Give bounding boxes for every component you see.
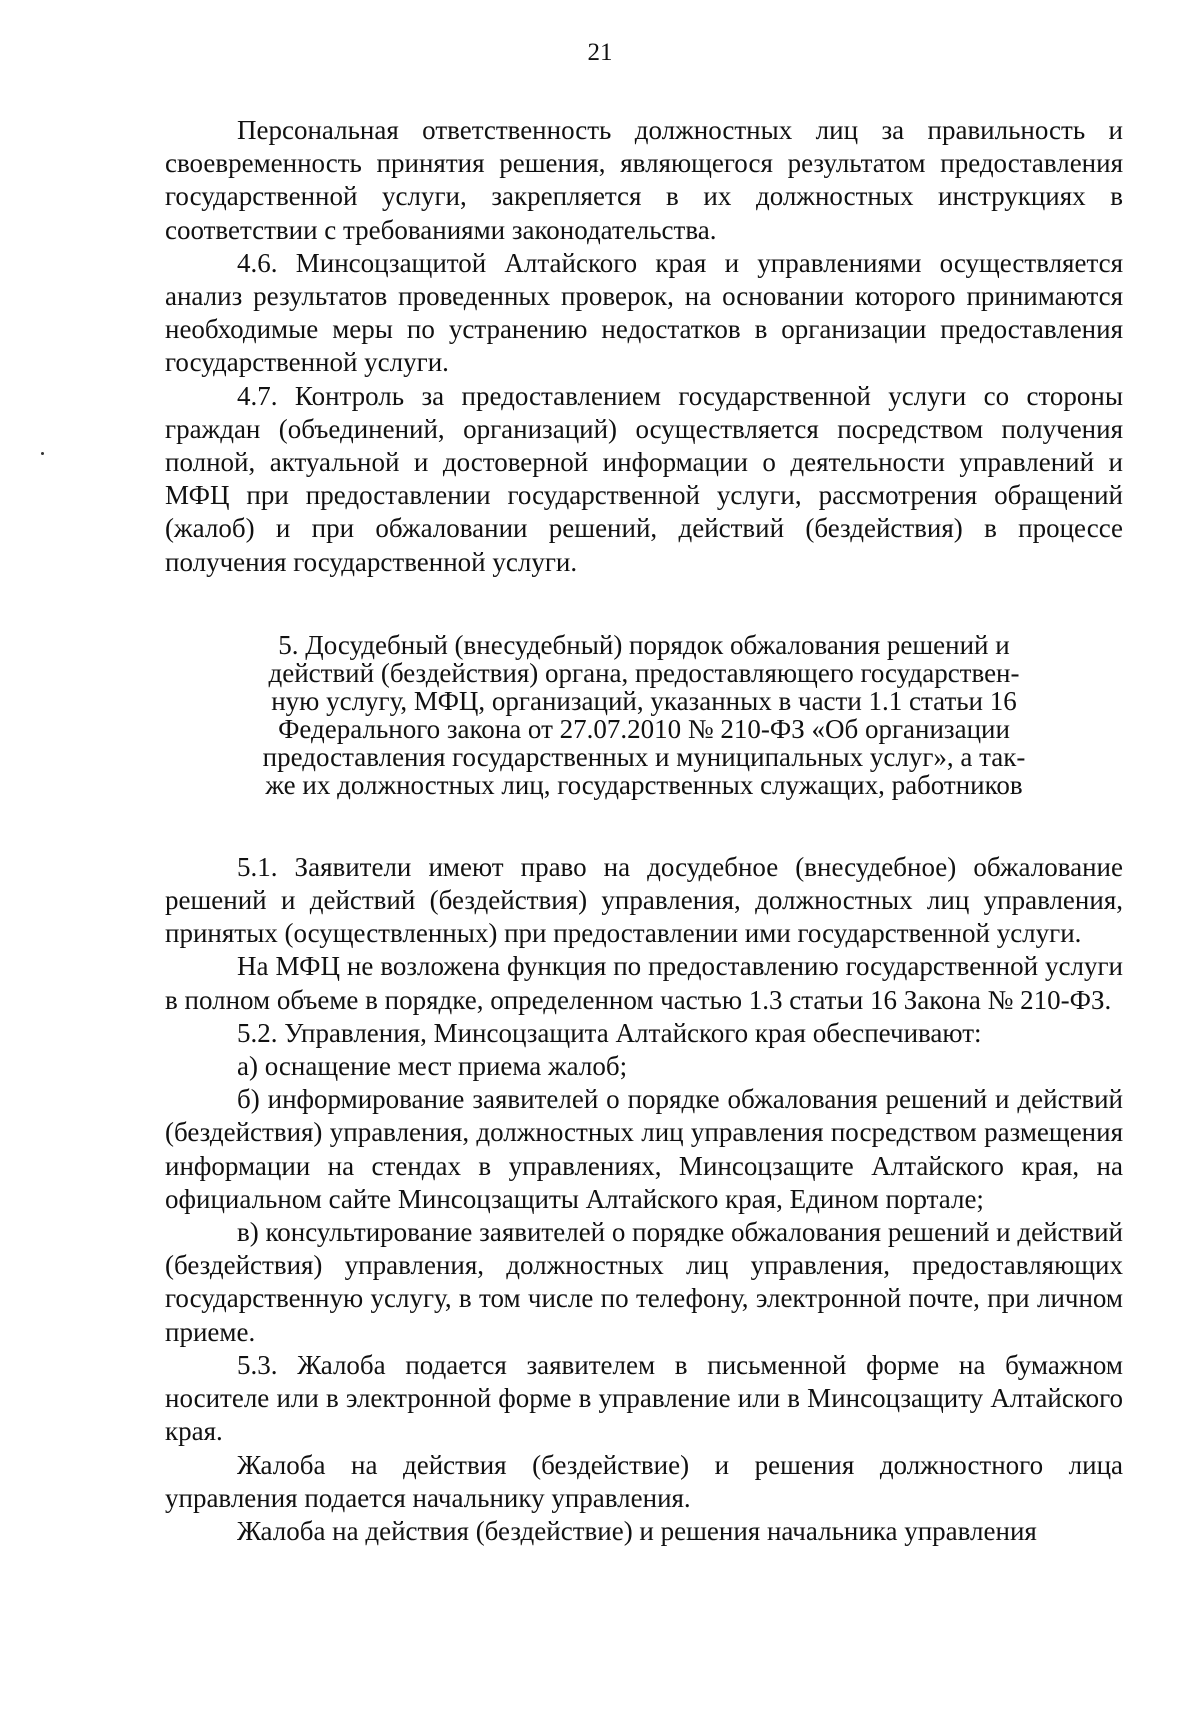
heading-line: 5. Досудебный (внесудебный) порядок обжалования решений и [278,629,1010,660]
heading-line: Федерального закона от 27.07.2010 № 210-ФЗ «Об организации [278,713,1010,744]
paragraph-5-2: 5.2. Управления, Минсоцзащита Алтайского края обеспечивают: [237,1017,982,1048]
paragraph-5-3: 5.3. Жалоба подается заявителем в письменной форме на бумажном носителе или в электронной форме в управление или в Минсоцзащиту Алтайского края. [165,1349,1123,1447]
paragraph-5-2-v: в) консультирование заявителей о порядке обжалования решений и действий (бездействия) управления, должностных лиц управления, предоставляющих государственную услугу, в том числе по телефону, электронной почте, при личном приеме. [165,1217,1123,1347]
paragraph-5-1: 5.1. Заявители имеют право на досудебное (внесудебное) обжалование решений и действий (бездействия) управления, должностных лиц управления, принятых (осуществленных) при предоставлении ими государственной услуги. [165,851,1123,949]
heading-line: предоставления государственных и муниципальных услуг», а так- [262,741,1026,772]
paragraph-complaint-official: Жалоба на действия (бездействие) и решения должностного лица управления подается начальнику управления. [165,1449,1123,1513]
section-5-heading [165,631,1123,799]
heading-line: действий (бездействия) органа, предоставляющего государствен- [268,657,1020,688]
heading-line: же их должностных лиц, государственных служащих, работников [265,769,1023,800]
page-number: 21 [587,39,613,66]
paragraph-5-2-a: а) оснащение мест приема жалоб; [237,1051,628,1082]
paragraph-4-7: 4.7. Контроль за предоставлением государственной услуги со стороны граждан (объединений, организаций) осуществляется посредством получения полной, актуальной и достоверной информации о деятельности управлений и МФЦ при предоставлении государственной услуги, рассмотрения обращений (жалоб) и при обжаловании решений, действий (бездействия) в процессе получения государственной услуги. [165,380,1123,577]
document-body [165,114,1123,1548]
heading-line: ную услугу, МФЦ, организаций, указанных в части 1.1 статьи 16 [271,685,1017,716]
paragraph-5-2-b: б) информирование заявителей о порядке обжалования решений и действий (бездействия) управления, должностных лиц управления посредством размещения информации на стендах в управлениях, Минсоцзащите Алтайского края, на официальном сайте Минсоцзащиты Алтайского края, Едином портале; [165,1084,1123,1214]
paragraph-complaint-head: Жалоба на действия (бездействие) и решения начальника управления [237,1515,1037,1546]
paragraph-personal-responsibility: Персональная ответственность должностных лиц за правильность и своевременность принятия решения, являющегося результатом предоставления государственной услуги, закрепляется в их должностных инструкциях в соответствии с требованиями законодательства. [165,115,1123,245]
paragraph-4-6: 4.6. Минсоцзащитой Алтайского края и управлениями осуществляется анализ результатов проведенных проверок, на основании которого принимаются необходимые меры по устранению недостатков в организации предоставления государственной услуги. [165,247,1123,378]
scan-speck [41,452,44,455]
paragraph-mfc-note: На МФЦ не возложена функция по предоставлению государственной услуги в полном объеме в порядке, определенном частью 1.3 статьи 16 Закона № 210-ФЗ. [165,951,1123,1015]
